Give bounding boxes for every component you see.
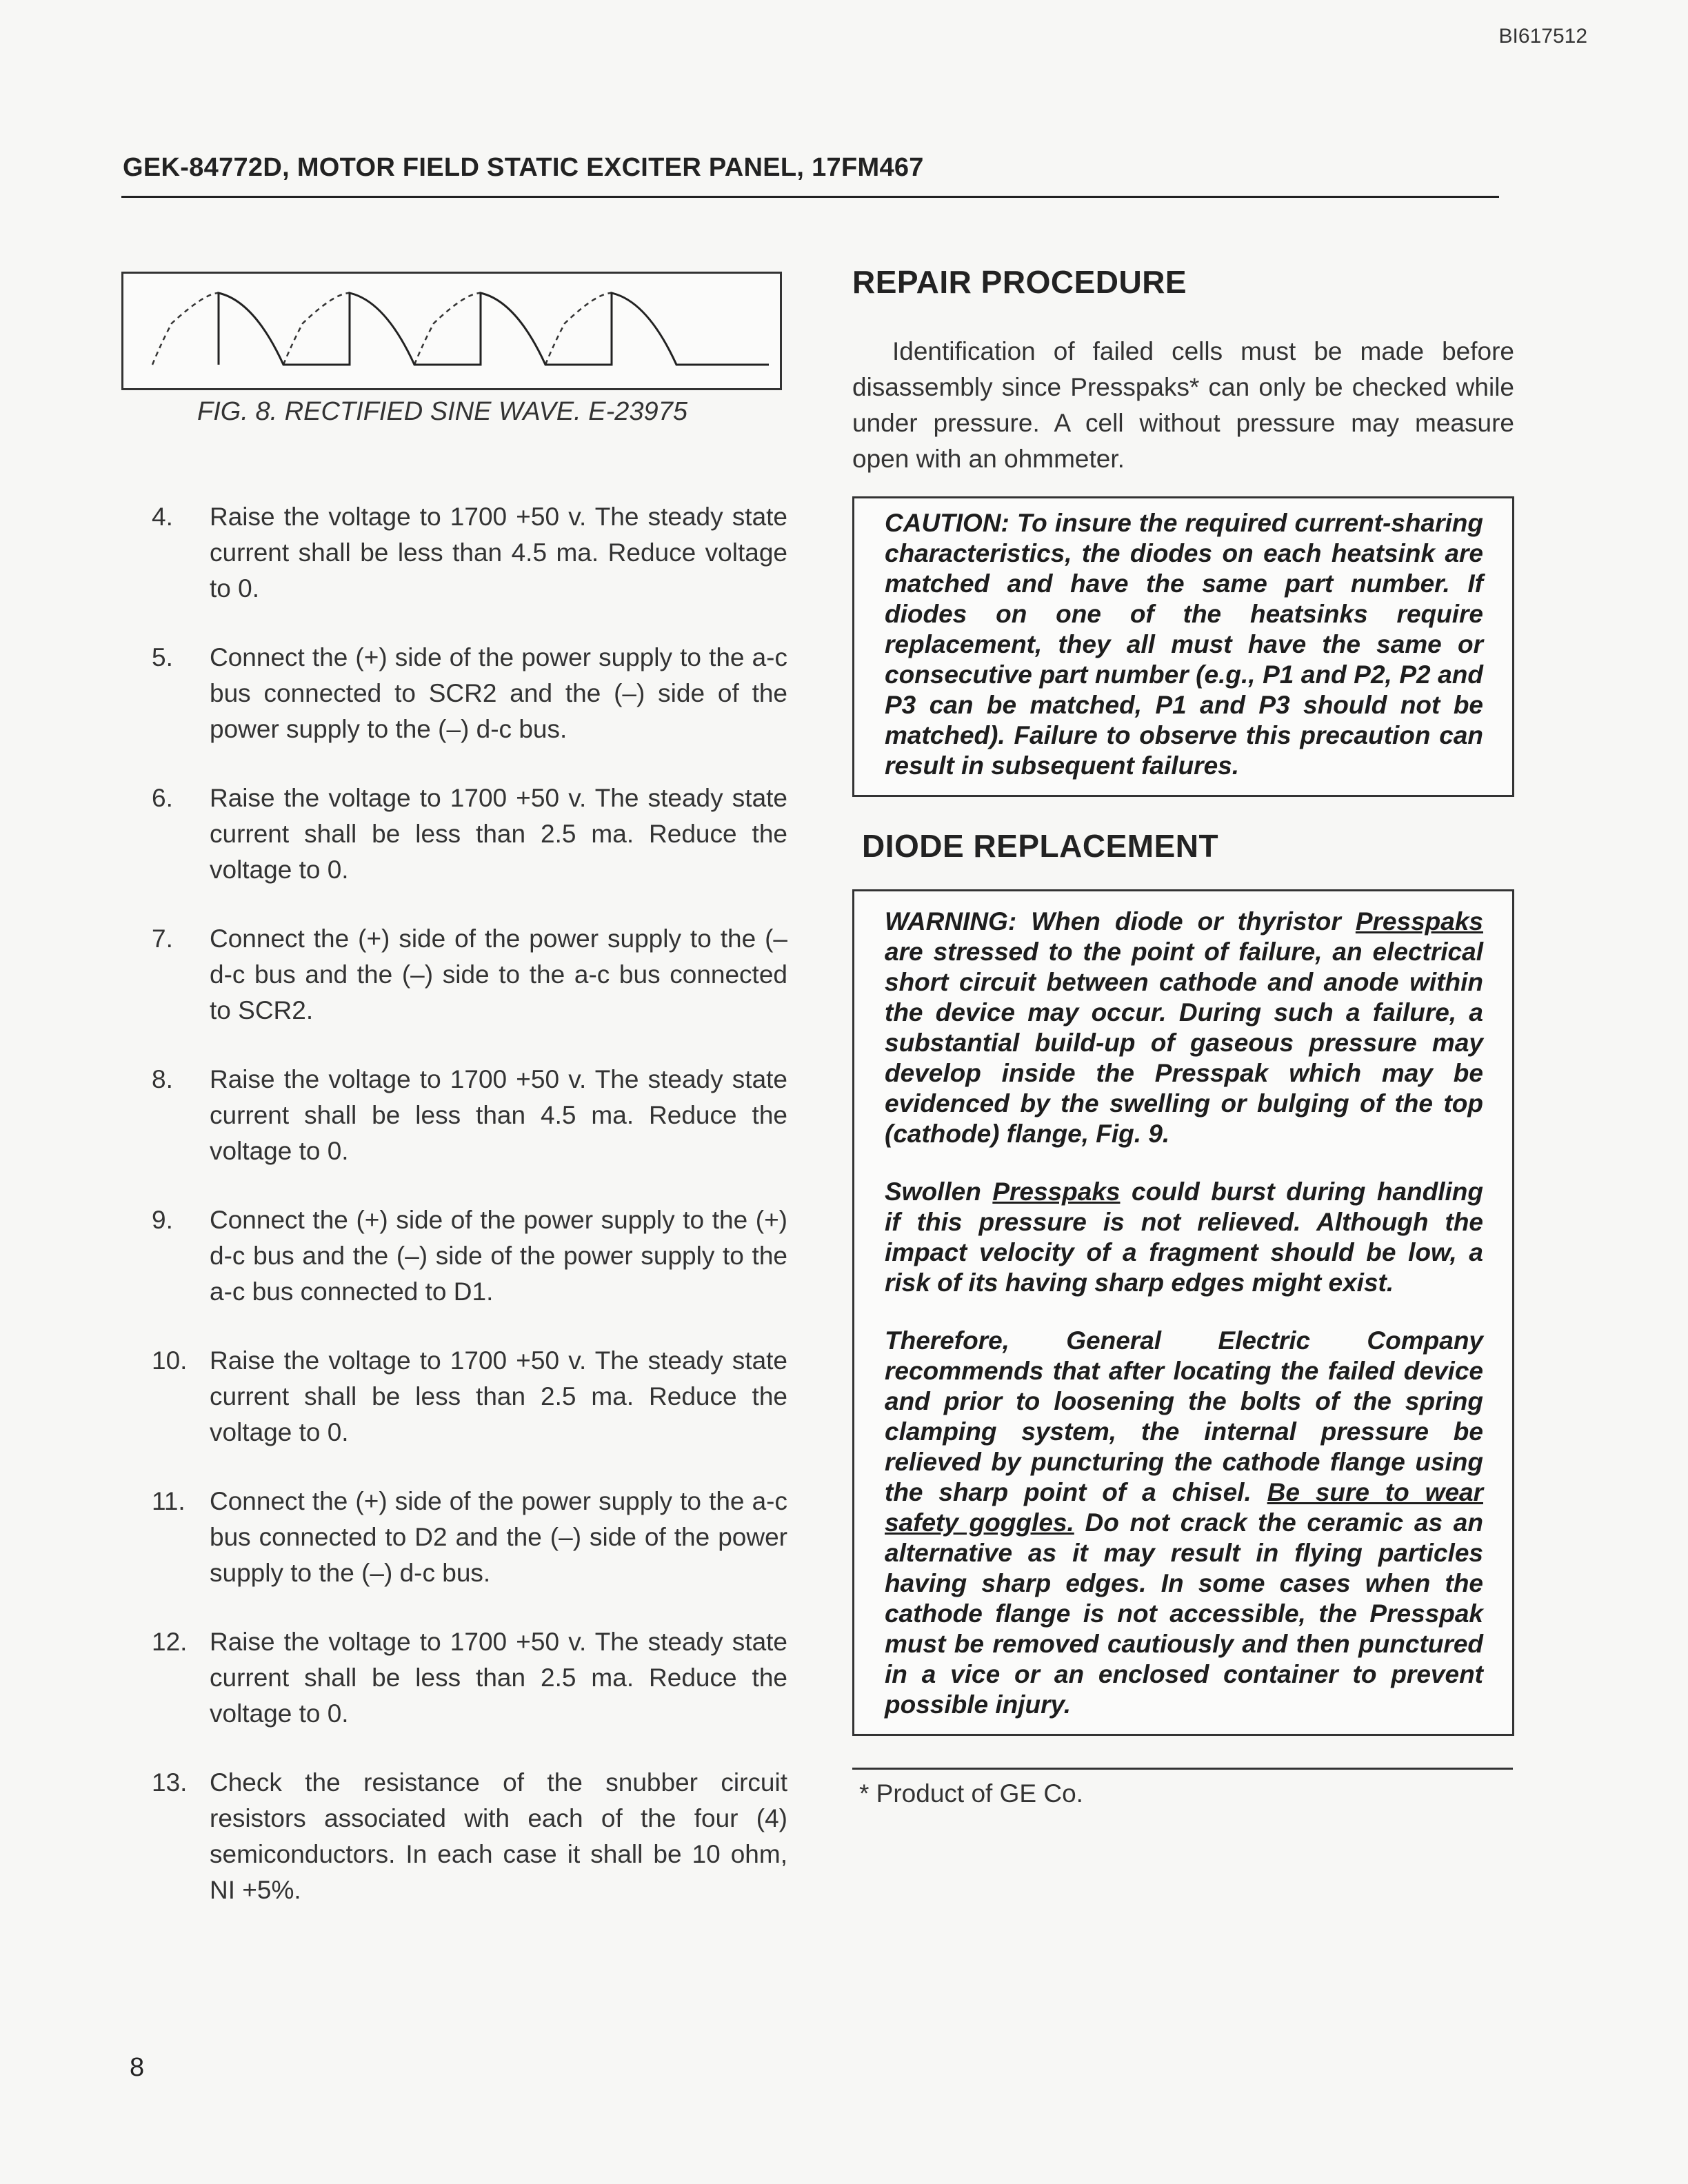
step-number: 7. (152, 924, 173, 953)
step-text: Connect the (+) side of the power supply to the (– d-c bus and the (–) side to the a-c bus connected to SCR2. (210, 924, 787, 1024)
list-item (121, 1484, 787, 1591)
step-number: 11. (152, 1487, 185, 1515)
footnote-rule (852, 1768, 1513, 1770)
step-text: Raise the voltage to 1700 +50 v. The steady state current shall be less than 2.5 ma. Reduce the voltage to 0. (210, 1628, 787, 1728)
warning-text: could burst during handling if this pressure is not relieved. Although the impact velocity of a fragment should be low, a risk of its having sharp edges might exist. (885, 1177, 1483, 1297)
step-number: 5. (152, 643, 173, 671)
step-text: Connect the (+) side of the power supply to the a-c bus connected to SCR2 and the (–) side of the power supply to the (–) d-c bus. (210, 643, 787, 743)
list-item (121, 921, 787, 1029)
step-number: 9. (152, 1206, 173, 1234)
list-item (121, 1624, 787, 1732)
step-text: Connect the (+) side of the power supply to the a-c bus connected to D2 and the (–) side of the power supply to the (–) d-c bus. (210, 1487, 787, 1587)
safety-goggles-emphasis: Be sure to wear safety goggles. (885, 1478, 1483, 1537)
step-number: 4. (152, 503, 173, 531)
figure-caption: FIG. 8. RECTIFIED SINE WAVE. E-23975 (197, 397, 687, 426)
step-text: Raise the voltage to 1700 +50 v. The steady state current shall be less than 2.5 ma. Reduce the voltage to 0. (210, 784, 787, 884)
list-item (121, 1343, 787, 1450)
repair-intro-paragraph: Identification of failed cells must be made before disassembly since Presspaks* can only be checked while under pressure. A cell without pressure may measure open with an ohmmeter. (852, 337, 1514, 473)
presspaks-term: Presspaks (1355, 907, 1483, 936)
footnote: * Product of GE Co. (859, 1779, 1083, 1808)
warning-paragraph-3 (885, 1326, 1483, 1720)
presspaks-term: Presspaks (992, 1177, 1121, 1206)
step-number: 6. (152, 784, 173, 812)
step-text: Raise the voltage to 1700 +50 v. The steady state current shall be less than 4.5 ma. Reduce voltage to 0. (210, 503, 787, 603)
step-text: Raise the voltage to 1700 +50 v. The steady state current shall be less than 4.5 ma. Reduce the voltage to 0. (210, 1065, 787, 1165)
warning-text: are stressed to the point of failure, an electrical short circuit between cathode and anode within the device may occur. During such a failure, a substantial build-up of gaseous pressure may develop inside the Presspak which may be evidenced by the swelling or bulging of the top (cathode) flange, Fig. 9. (885, 938, 1483, 1148)
rectified-sine-wave-diagram (123, 274, 780, 388)
diode-replacement-heading: DIODE REPLACEMENT (862, 828, 1219, 864)
step-text: Connect the (+) side of the power supply to the (+) d-c bus and the (–) side of the power supply to the a-c bus connected to D1. (210, 1206, 787, 1306)
step-text: Raise the voltage to 1700 +50 v. The steady state current shall be less than 2.5 ma. Reduce the voltage to 0. (210, 1346, 787, 1446)
rectified-sine-wave-figure (121, 272, 782, 390)
warning-paragraph-2 (885, 1177, 1483, 1298)
header-rule (121, 196, 1499, 198)
step-text: Check the resistance of the snubber circuit resistors associated with each of the four (4) semiconductors. In each case it shall be 10 ohm, NI +5%. (210, 1768, 787, 1904)
list-item (121, 1202, 787, 1310)
list-item (121, 640, 787, 747)
warning-text: WARNING: When diode or thyristor (885, 907, 1356, 936)
procedure-steps (121, 499, 787, 1941)
list-item (121, 1765, 787, 1908)
list-item (121, 1062, 787, 1169)
step-number: 13. (152, 1768, 188, 1797)
warning-text: Do not crack the ceramic as an alternative as it may result in flying particles having sharp edges. In some cases when the cathode flange is not accessible, the Presspak must be removed cautiously and then punctured in a vice or an enclosed container to prevent possible injury. (885, 1508, 1483, 1719)
warning-text: Therefore, General Electric Company recommends that after locating the failed device and prior to loosening the bolts of the spring clamping system, the internal pressure be relieved by puncturing the cathode flange using the sharp point of a chisel. (885, 1326, 1483, 1506)
caution-text: CAUTION: To insure the required current-sharing characteristics, the diodes on each heatsink are matched and have the same part number. If diodes on one of the heatsinks require replacement, they all must have the same or consecutive part number (e.g., P1 and P2, P2 and P3 can be matched, P1 and P3 should not be matched). Failure to observe this precaution can result in subsequent failures. (885, 509, 1483, 780)
warning-box (852, 889, 1514, 1736)
step-number: 8. (152, 1065, 173, 1093)
repair-procedure-heading: REPAIR PROCEDURE (852, 264, 1187, 300)
page-number: 8 (130, 2053, 145, 2082)
step-number: 10. (152, 1346, 188, 1375)
warning-text: Swollen (885, 1177, 993, 1206)
page-header-title: GEK-84772D, MOTOR FIELD STATIC EXCITER PANEL, 17FM467 (123, 153, 924, 182)
list-item (121, 499, 787, 607)
right-column (852, 263, 1514, 1808)
document-id: BI617512 (1498, 25, 1587, 48)
warning-paragraph-1 (885, 907, 1483, 1149)
caution-box (852, 496, 1514, 797)
step-number: 12. (152, 1628, 188, 1656)
list-item (121, 780, 787, 888)
